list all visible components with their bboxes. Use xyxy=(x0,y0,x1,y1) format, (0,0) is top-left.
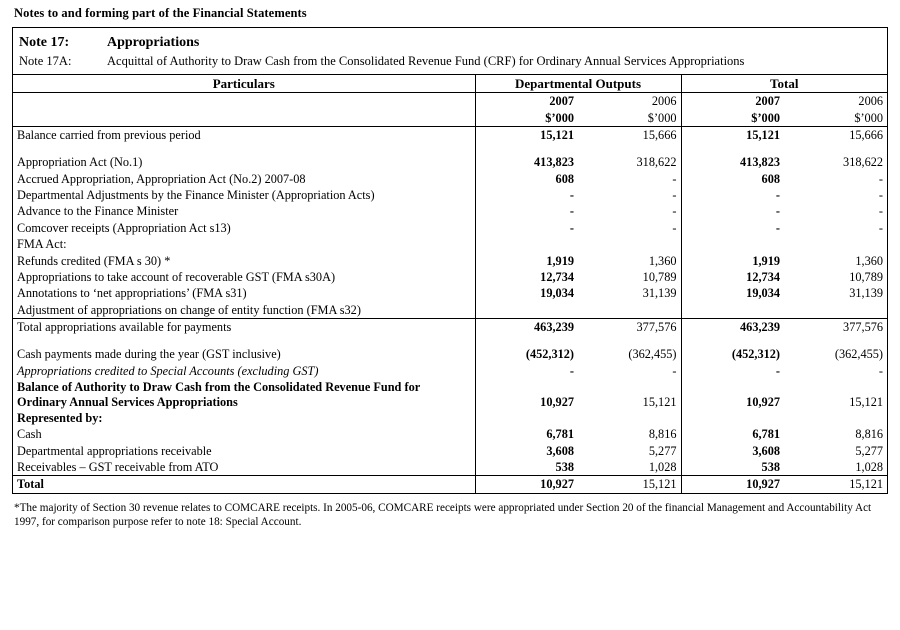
note-title-row xyxy=(13,28,887,53)
row-value: 5,277 xyxy=(855,443,884,458)
row-value: - xyxy=(878,204,884,219)
note-sub-number: Note 17A: xyxy=(19,54,72,68)
row-label: Refunds credited (FMA s 30) * xyxy=(17,253,171,268)
row-value: - xyxy=(681,203,784,219)
note-title: Appropriations xyxy=(107,35,200,50)
row-value xyxy=(681,410,784,426)
row-value: 377,576 xyxy=(636,320,677,335)
table-row xyxy=(13,410,887,426)
row-value: 10,927 xyxy=(475,379,578,410)
table-row xyxy=(13,426,887,442)
table-body xyxy=(13,93,887,127)
row-value: 8,816 xyxy=(855,427,884,442)
row-label: Appropriations credited to Special Accounts (excluding GST) xyxy=(17,363,319,378)
row-value: 15,666 xyxy=(642,127,677,142)
row-value: (362,455) xyxy=(628,347,677,362)
row-value: 377,576 xyxy=(843,320,884,335)
row-value: 318,622 xyxy=(843,155,884,170)
row-value xyxy=(784,410,887,426)
row-value xyxy=(475,143,578,154)
note-17-box xyxy=(12,27,888,494)
row-value: - xyxy=(878,171,884,186)
note-sub-title: Acquittal of Authority to Draw Cash from the Consolidated Revenue Fund (CRF) for Ordinary Annual Services Appropriations xyxy=(107,54,745,68)
row-label: FMA Act: xyxy=(17,237,67,252)
note-subtitle-row xyxy=(13,53,887,74)
row-value: - xyxy=(681,363,784,379)
table-row xyxy=(13,203,887,219)
year-total-2006: 2006 xyxy=(858,94,884,109)
table-row xyxy=(13,154,887,170)
table-row xyxy=(13,171,887,187)
row-value: 1,360 xyxy=(855,253,884,268)
row-label: Departmental appropriations receivable xyxy=(17,443,212,458)
table-row xyxy=(13,363,887,379)
row-value: 5,277 xyxy=(648,443,677,458)
header-particulars: Particulars xyxy=(13,75,475,93)
row-value: - xyxy=(475,220,578,236)
row-value: - xyxy=(672,363,677,378)
row-value: - xyxy=(475,203,578,219)
table-row xyxy=(13,459,887,476)
row-value: 6,781 xyxy=(681,426,784,442)
row-label: Annotations to ‘net appropriations’ (FMA s31) xyxy=(17,286,247,301)
row-value: 1,919 xyxy=(681,253,784,269)
row-value: 318,622 xyxy=(636,155,677,170)
row-value: 15,121 xyxy=(642,394,677,409)
units-row xyxy=(13,110,887,127)
row-value: (452,312) xyxy=(475,346,578,362)
table-row xyxy=(13,335,887,346)
row-label: Balance carried from previous period xyxy=(17,127,201,142)
row-label: Total appropriations available for payments xyxy=(17,320,232,335)
row-value: 1,919 xyxy=(475,253,578,269)
units-dept-2007: $’000 xyxy=(475,110,578,127)
row-value: 1,028 xyxy=(578,459,681,476)
row-value xyxy=(784,143,887,154)
row-value: 1,028 xyxy=(784,459,887,476)
table-data-rows xyxy=(13,126,887,492)
row-label: Appropriation Act (No.1) xyxy=(17,155,143,170)
row-value: 10,789 xyxy=(849,269,884,284)
row-value xyxy=(578,236,681,252)
row-value: 463,239 xyxy=(475,319,578,336)
row-value xyxy=(681,302,784,319)
row-value: 12,734 xyxy=(475,269,578,285)
year-total-2007: 2007 xyxy=(681,93,784,110)
row-value: - xyxy=(672,220,677,235)
row-label: Adjustment of appropriations on change of entity function (FMA s32) xyxy=(13,302,475,319)
row-value xyxy=(681,335,784,346)
row-value: - xyxy=(878,188,884,203)
header-departmental-outputs: Departmental Outputs xyxy=(475,75,681,93)
note-number: Note 17: xyxy=(19,35,70,50)
row-value: 10,927 xyxy=(475,476,578,493)
row-value: - xyxy=(878,220,884,235)
table-row xyxy=(13,379,887,410)
row-value xyxy=(578,410,681,426)
table-row xyxy=(13,302,887,319)
table-row xyxy=(13,346,887,362)
row-label: Total xyxy=(17,477,44,492)
row-label: Departmental Adjustments by the Finance Minister (Appropriation Acts) xyxy=(17,188,375,203)
row-label: Cash xyxy=(17,427,42,442)
row-label: Comcover receipts (Appropriation Act s13) xyxy=(17,220,231,235)
table-row xyxy=(13,236,887,252)
units-total-2006: $’000 xyxy=(784,110,887,127)
row-value xyxy=(784,236,887,252)
row-value xyxy=(681,143,784,154)
row-value: 3,608 xyxy=(475,443,578,459)
row-value: 413,823 xyxy=(475,154,578,170)
year-dept-2007: 2007 xyxy=(475,93,578,110)
row-value: 1,360 xyxy=(648,253,677,268)
table-row xyxy=(13,269,887,285)
row-value: - xyxy=(475,363,578,379)
row-value: - xyxy=(475,187,578,203)
row-value: - xyxy=(878,363,884,378)
row-value: 10,789 xyxy=(642,269,677,284)
row-value: 15,121 xyxy=(849,477,884,492)
appropriations-table xyxy=(13,74,887,493)
row-value: 413,823 xyxy=(681,154,784,170)
row-value: - xyxy=(681,187,784,203)
row-value: 15,121 xyxy=(849,394,884,409)
row-value: 15,121 xyxy=(681,126,784,143)
row-value: 15,666 xyxy=(849,127,884,142)
row-value: - xyxy=(672,188,677,203)
row-value: 15,121 xyxy=(642,477,677,492)
row-value: 31,139 xyxy=(642,286,677,301)
row-value: 8,816 xyxy=(648,427,677,442)
table-row xyxy=(13,126,887,143)
row-value xyxy=(578,143,681,154)
row-value xyxy=(475,335,578,346)
row-label: Cash payments made during the year (GST inclusive) xyxy=(17,347,281,362)
row-label: Appropriations to take account of recoverable GST (FMA s30A) xyxy=(17,269,336,284)
footnote: *The majority of Section 30 revenue relates to COMCARE receipts. In 2005-06, COMCARE receipts were appropriated under Section 20 of the financial Management and Accountability Act 1997, for comparison purpose refer to note 18: Special Account. xyxy=(14,501,872,529)
row-label: Receivables – GST receivable from ATO xyxy=(13,459,475,476)
header-total: Total xyxy=(681,75,887,93)
row-value xyxy=(681,236,784,252)
row-value xyxy=(784,335,887,346)
table-row xyxy=(13,220,887,236)
row-label: Balance of Authority to Draw Cash from the Consolidated Revenue Fund for Ordinary Annual Services Appropriations xyxy=(17,380,420,409)
row-value: 10,927 xyxy=(681,476,784,493)
row-value: 608 xyxy=(475,171,578,187)
table-row xyxy=(13,443,887,459)
row-value xyxy=(475,236,578,252)
row-value: 19,034 xyxy=(681,285,784,301)
row-value xyxy=(578,335,681,346)
year-row xyxy=(13,93,887,110)
units-dept-2006: $’000 xyxy=(578,110,681,127)
units-total-2007: $’000 xyxy=(681,110,784,127)
row-value: 463,239 xyxy=(681,319,784,336)
table-row xyxy=(13,187,887,203)
row-label: Accrued Appropriation, Appropriation Act (No.2) 2007-08 xyxy=(17,171,306,186)
table-row xyxy=(13,143,887,154)
row-label: Represented by: xyxy=(17,410,103,425)
table-row xyxy=(13,476,887,493)
row-value: 10,927 xyxy=(681,379,784,410)
table-header-row xyxy=(13,75,887,93)
table-row xyxy=(13,253,887,269)
row-label xyxy=(13,335,475,346)
row-value: - xyxy=(681,220,784,236)
table-row xyxy=(13,319,887,336)
row-value: (362,455) xyxy=(834,347,884,362)
row-value: 538 xyxy=(681,459,784,476)
row-value: (452,312) xyxy=(681,346,784,362)
row-value xyxy=(475,302,578,319)
row-value xyxy=(475,410,578,426)
row-value: - xyxy=(672,171,677,186)
row-value: 19,034 xyxy=(475,285,578,301)
row-value: 15,121 xyxy=(475,126,578,143)
row-value xyxy=(784,302,887,319)
row-value: 608 xyxy=(681,171,784,187)
document-header: Notes to and forming part of the Financial Statements xyxy=(14,6,307,20)
row-value xyxy=(578,302,681,319)
row-label: Advance to the Finance Minister xyxy=(17,204,179,219)
row-value: 3,608 xyxy=(681,443,784,459)
row-label xyxy=(13,143,475,154)
table-row xyxy=(13,285,887,301)
row-value: 31,139 xyxy=(849,286,884,301)
row-value: - xyxy=(672,204,677,219)
row-value: 6,781 xyxy=(475,426,578,442)
year-dept-2006: 2006 xyxy=(651,94,677,109)
row-value: 12,734 xyxy=(681,269,784,285)
row-value: 538 xyxy=(475,459,578,476)
